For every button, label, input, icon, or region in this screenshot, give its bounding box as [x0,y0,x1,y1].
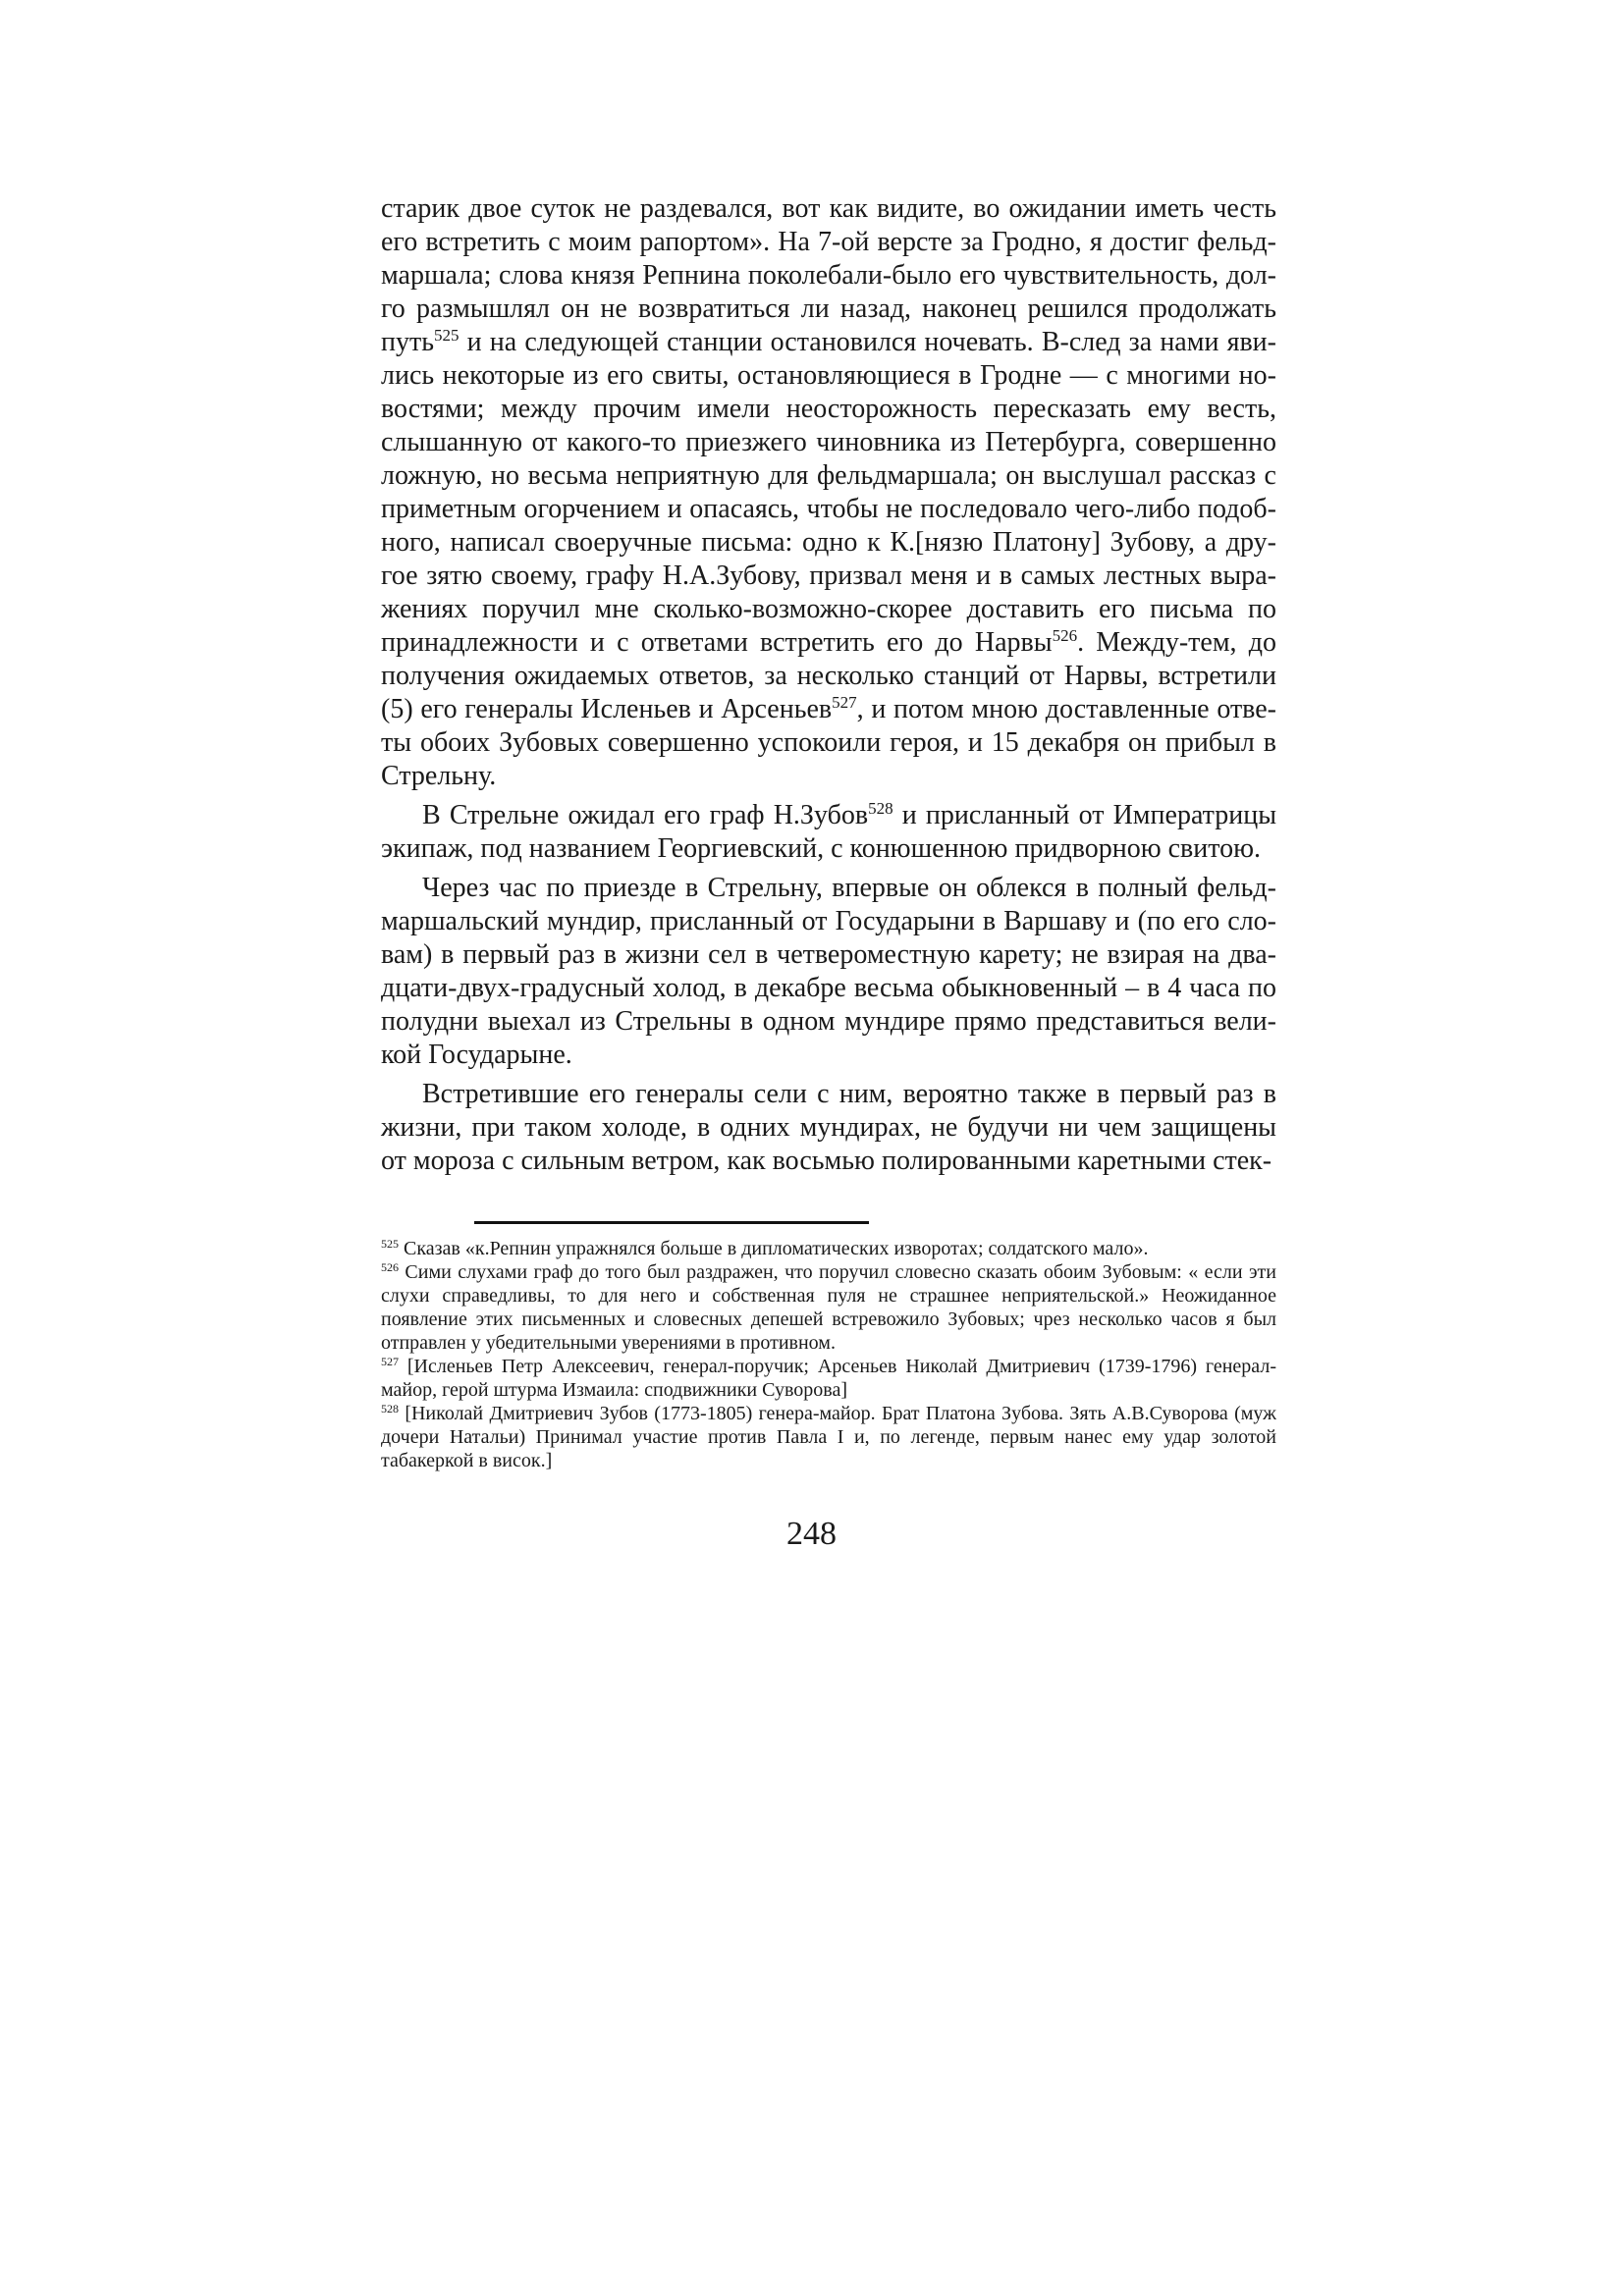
footnote-text: [Николай Дмитриевич Зубов (1773-1805) генера-майор. Брат Платона Зубова. Зять А.В.Суворова (муж дочери Натальи) Принимал участие против Павла I и, по легенде, первым нанес ему удар золотой табакеркой в висок.] [381,1403,1276,1471]
text-run: , и потом мною доставленные ответы обоих Зубовых совершенно успокоили героя, и 15 декабря он прибыл в Стрельну. [381,694,1276,791]
paragraph-2 [381,799,1276,866]
footnote-number: 525 [381,1237,399,1251]
footnotes [381,1237,1276,1472]
text-run: старик двое суток не раздевался, вот как видите, во ожидании иметь честь его встретить с моим рапортом». На 7-ой версте за Гродно, я достиг фельдмаршала; слова князя Репнина поколебали-было его чувствительность, долго размышлял он не возвратиться ли назад, наконец решился продолжать путь [381,193,1276,357]
footnote-number: 526 [381,1260,399,1274]
main-text [381,192,1276,1178]
paragraph-1 [381,192,1276,793]
footnote-527 [381,1355,1276,1402]
text-run: и присланный от Императрицы экипаж, под названием Георгиевский, с конюшенною придворною свитою. [381,800,1277,864]
footnote-text: Сими слухами граф до того был раздражен, что поручил словесно сказать обоим Зубовым: « если эти слухи справедливы, то для него и собственная пуля не страшнее неприятельской.» Неожиданное появление этих письменных и словесных депешей встревожило Зубовых; чрез несколько часов я был отправлен у убедительными уверениями в противном. [381,1261,1276,1354]
footnote-ref-525[interactable]: 525 [434,326,460,345]
paragraph-3: Через час по приезде в Стрельну, впервые он облекся в полный фельдмаршальский мундир, присланный от Государыни в Варшаву и (по его словам) в первый раз в жизни сел в четвероместную карету; не взирая на двадцати-двух-градусный холод, в декабре весьма обыкновенный – в 4 часа по полудни выехал из Стрельны в одном мундире прямо представиться великой Государыне. [381,873,1276,1070]
footnote-text: Сказав «к.Репнин упражнялся больше в дипломатических изворотах; солдатского мало». [399,1238,1149,1259]
text-run: и на следующей станции остановился ночевать. В-след за нами явились некоторые из его свиты, остановляющиеся в Гродне — с многими новостями; между прочим имели неосторожность пересказать ему весть, слышанную от какого-то приезжего чиновника из Петербурга, совершенно ложную, но весьма неприятную для фельдмаршала; он выслушал рассказ с приметным огорчением и опасаясь, чтобы не последовало чего-либо подобного, написал своеручные письма: одно к К.[нязю Платону] Зубову, а другое зятю своему, графу Н.А.Зубову, призвал меня и в самых лестных выражениях поручил мне сколько-возможно-скорее доставить его письма по принадлежности и с ответами встретить его до Нарвы [381,327,1276,658]
footnote-526 [381,1260,1276,1355]
footnote-separator [474,1221,869,1224]
paragraph-4: Встретившие его генералы сели с ним, вероятно также в первый раз в жизни, при таком холоде, в одних мундирах, не будучи ни чем защищены от мороза с сильным ветром, как восьмью полированными каретными стек- [381,1079,1276,1176]
text-run: В Стрельне ожидал его граф Н.Зубов [422,800,869,830]
footnote-ref-527[interactable]: 527 [832,693,857,712]
footnote-text: [Исленьев Петр Алексеевич, генерал-поручик; Арсеньев Николай Дмитриевич (1739-1796) генерал-майор, герой штурма Измаила: сподвижники Суворова] [381,1356,1276,1401]
footnote-ref-528[interactable]: 528 [868,799,893,818]
footnote-number: 527 [381,1355,399,1368]
footnote-number: 528 [381,1402,399,1415]
footnote-528 [381,1402,1276,1472]
footnote-ref-526[interactable]: 526 [1052,626,1078,645]
page-number: 248 [786,1516,837,1552]
text-run: . Между-тем, до получения ожидаемых ответов, за несколько станций от Нарвы, встретили (5) его генералы Исленьев и Арсеньев [381,627,1276,724]
footnote-525 [381,1237,1276,1260]
